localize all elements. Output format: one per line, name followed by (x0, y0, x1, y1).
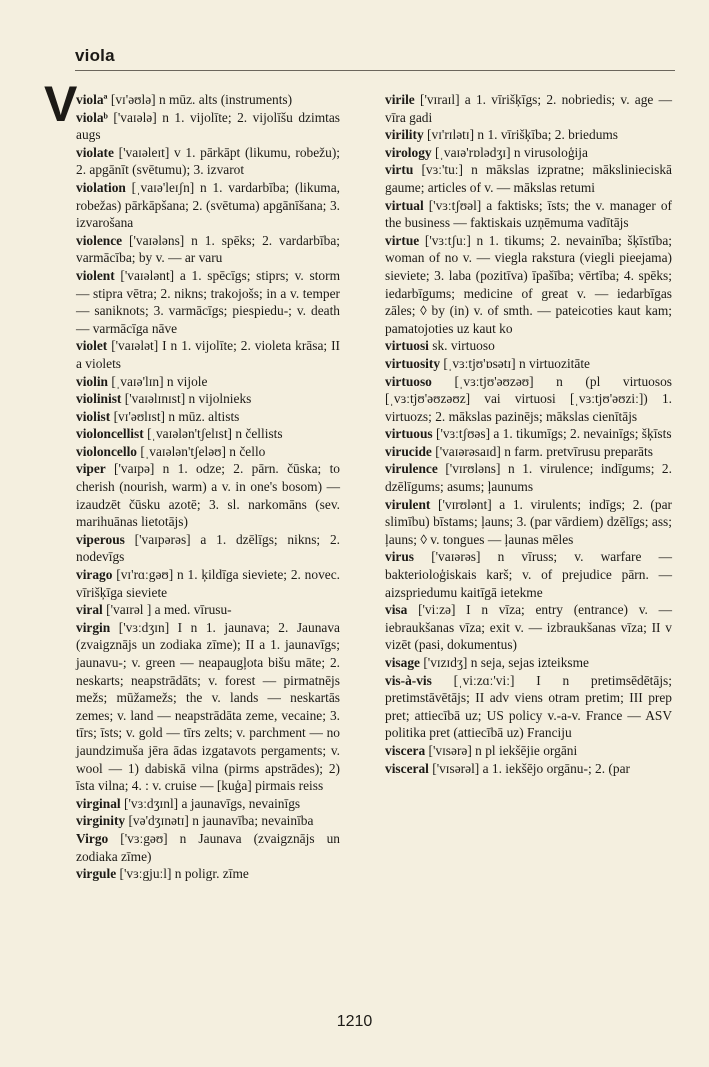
entry-definition: [vɜː'tuː] n mākslas izpratne; mākslinieciskā gaume; articles of v. — mākslas retumi (385, 162, 672, 195)
entry-definition: ['vɜːtʃʊəs] a 1. tikumīgs; 2. nevainīgs; šķīsts (435, 426, 672, 442)
entry-headword: virgule (76, 866, 117, 882)
entry-definition: [və'dʒɪnətɪ] n jaunavība; nevainība (128, 813, 314, 829)
entry-definition: ['vɪsərə] n pl iekšējie orgāni (428, 742, 578, 758)
entry-headword: virtu (385, 162, 414, 178)
dictionary-entry (385, 337, 672, 355)
entry-definition: ['vaɪrəl ] a med. vīrusu- (106, 602, 232, 618)
dictionary-entry (76, 601, 340, 619)
entry-headword: violent (76, 267, 115, 283)
left-column (76, 91, 340, 883)
entry-headword: viscera (385, 742, 426, 758)
entry-headword: violin (76, 373, 108, 389)
entry-definition: ['vɜːtʃʊəl] a faktisks; īsts; the v. manager of the business — faktiskais uzņēmuma vadītājs (385, 197, 672, 231)
dictionary-entry (385, 355, 672, 373)
entry-definition: ['vɪsərəl] a 1. iekšējo orgānu-; 2. (par (432, 760, 630, 776)
dictionary-entry (76, 566, 340, 601)
entry-headword: virtuosity (385, 355, 441, 371)
entry-headword: vis-à-vis (385, 672, 432, 688)
entry-definition: ['vaɪələns] n 1. spēks; 2. vardarbība; varmācība; by v. — ar varu (76, 232, 341, 266)
dictionary-entry (385, 161, 672, 196)
dictionary-entry (385, 197, 672, 232)
entry-definition: [ˌvaɪə'lɪn] n vijole (111, 373, 208, 389)
entry-definition: ['vɪzɪdʒ] n seja, sejas izteiksme (423, 655, 589, 670)
dictionary-entry (76, 408, 340, 426)
dictionary-entry (76, 795, 340, 813)
entry-headword: virginal (76, 795, 121, 811)
dictionary-entry (76, 91, 340, 109)
entry-definition: ['vɜːgjuːl] n poligr. zīme (119, 866, 249, 882)
entry-definition: [ˌvaɪə'leɪʃn] n 1. vardarbība; (likuma, robežas) pārkāpšana; 2. (svētuma) apgānīšana; 3. izvarošana (76, 179, 340, 231)
dictionary-entry (76, 267, 340, 337)
entry-headword: virus (385, 549, 415, 565)
entry-headword: violation (76, 179, 126, 195)
entry-definition: ['vaɪələnt] a 1. spēcīgs; stiprs; v. storm — stipra vētra; 2. nikns; trakojošs; in a v. temper — saniknots; 3. varmācīgs; piespiedu-; v. death — varmācīga nāve (76, 267, 340, 336)
entry-definition: [ˌviːzɑː'viː] I n pretimsēdētājs; pretimstāvētājs; II adv viens otram pretim; III prep pret; attiecībā uz; US policy v.-a-v. France — ASV politika pret (attiecībā uz) Franciju (385, 672, 672, 741)
dictionary-entry (76, 830, 340, 865)
entry-definition: ['vɜːtʃuː] n 1. tikums; 2. nevainība; šķīstība; woman of no v. — viegla rakstura (viegli pieejama) sieviete; 3. laba (pozitīva) īpašība; vērtība; 4. spēks; iedarbīgums; medicine of great v. — iedarbīgas zāles; ◊ by (in) v. of smth. — pateicoties kaut kam; pamatojoties uz kaut ko (385, 232, 672, 336)
entry-headword: violate (76, 144, 114, 160)
entry-headword: visage (385, 655, 420, 670)
entry-headword: virility (385, 127, 424, 143)
dictionary-entry (76, 373, 340, 391)
entry-headword: violaª (76, 92, 108, 107)
dictionary-entry (76, 109, 340, 144)
entry-headword: virtuosi (385, 338, 429, 354)
entry-definition: ['vɪraɪl] a 1. vīrišķīgs; 2. nobriedis; v. age — vīra gadi (385, 92, 672, 125)
dictionary-entry (385, 144, 672, 162)
dictionary-entry (76, 443, 340, 461)
dictionary-entry (76, 179, 340, 232)
dictionary-entry (385, 443, 672, 461)
entry-headword: virtuoso (385, 373, 432, 389)
entry-definition: [ˌvaɪə'rɒlədʒɪ] n virusoloģija (434, 144, 588, 160)
entry-headword: virile (385, 92, 415, 107)
entry-definition: ['vaɪəleɪt] v 1. pārkāpt (likumu, robežu); 2. apgānīt (svētumu); 3. izvarot (76, 144, 340, 178)
dictionary-entry (385, 742, 672, 760)
entry-headword: virucide (385, 443, 432, 459)
dictionary-entry (385, 496, 672, 549)
dictionary-entry (385, 373, 672, 426)
entry-headword: visa (385, 602, 408, 618)
entry-definition: [vɪ'əʊlɪst] n mūz. altists (113, 408, 240, 424)
entry-headword: viperous (76, 531, 125, 547)
dictionary-entry (76, 619, 340, 795)
header-rule (75, 70, 675, 71)
dictionary-entry (76, 460, 340, 530)
dictionary-entry (76, 337, 340, 372)
entry-headword: violinist (76, 391, 122, 407)
entry-definition: [ˌvɜːtjʊ'ɒsətɪ] n virtuozitāte (443, 355, 590, 371)
dictionary-entry (76, 531, 340, 566)
entry-headword: violist (76, 408, 111, 424)
entry-headword: viral (76, 602, 103, 618)
dictionary-entry (385, 126, 672, 144)
entry-headword: violoncello (76, 443, 137, 459)
dictionary-entry (76, 425, 340, 443)
dictionary-entry (385, 232, 672, 338)
dictionary-entry (76, 865, 340, 883)
entry-headword: violence (76, 232, 123, 248)
entry-headword: Virgo (76, 830, 109, 846)
entry-headword: virago (76, 567, 113, 583)
entry-definition: [vɪ'rɑːgəʊ] n 1. ķildīga sieviete; 2. novec. vīrišķīga sieviete (76, 567, 340, 600)
entry-headword: virginity (76, 813, 126, 829)
entry-definition: ['vɪrʊləns] n 1. virulence; indīgums; 2. dzēlīgums; asums; ļaunums (385, 461, 672, 495)
entry-headword: virulent (385, 496, 431, 512)
entry-headword: violoncellist (76, 426, 144, 442)
running-head: viola (75, 46, 115, 65)
entry-headword: violet (76, 338, 108, 354)
entry-definition: [ˌvaɪələn'tʃeləʊ] n čello (140, 443, 266, 459)
dictionary-entry (385, 654, 672, 672)
dictionary-entry (385, 601, 672, 654)
entry-definition: ['vaɪəlɪnɪst] n vijolnieks (124, 391, 252, 407)
entry-definition: ['vaɪələt] I n 1. vijolīte; 2. violeta krāsa; II a violets (76, 338, 340, 371)
entry-definition: ['vɜːdʒɪn] I n 1. jaunava; 2. Jaunava (zvaigznājs un zodiaka zīme); II a 1. jaunavīgs; jaunavu-; v. green — neapaugļota bišu māte; 2. neskarts; neapstrādāts; v. forest — pirmatnējs mežs; mūžamežs; the v. lands — neskartās zemes; v. land — neapstrādāta zeme, vecaine; 3. tīrs; īsts; v. gold — tīrs zelts; v. parchment — no jaundzimuša jēra ādas izgatavots pergaments; v. wool — 1) dabiskā vilna (pirms apstrādes); 2) īsta vilna; 4. : v. cruise — [kuģa] pirmais reiss (76, 619, 340, 794)
entry-definition: ['vaɪələ] n 1. vijolīte; 2. vijolīšu dzimtas augs (76, 109, 340, 143)
dictionary-entry (385, 425, 672, 443)
entry-definition: sk. virtuoso (432, 338, 495, 354)
entry-definition: ['vaɪpə] n 1. odze; 2. pārn. čūska; to cherish (nourish, warm) a v. in one's bosom) — izaudzēt čūsku azotē; 3. sl. narkomāns (sev. marihuānas lietotājs) (76, 461, 340, 530)
entry-definition: [ˌvɜːtjʊ'əʊzəʊ] n (pl virtuosos [ˌvɜːtjʊ'əʊzəʊz] vai virtuosi [ˌvɜːtjʊ'əʊziː]) 1. virtuozs; 2. mākslas pazinējs; mākslas cienītājs (385, 373, 672, 424)
entry-headword: virtuous (385, 426, 433, 442)
dictionary-entry (385, 548, 672, 601)
dictionary-entry (76, 144, 340, 179)
entry-headword: virgin (76, 619, 111, 635)
dictionary-entry (76, 812, 340, 830)
entry-definition: [vɪ'rɪlətɪ] n 1. vīrišķība; 2. briedums (427, 127, 619, 143)
entry-definition: [vɪ'əʊlə] n mūz. alts (instruments) (110, 92, 293, 107)
entry-definition: ['viːzə] I n vīza; entry (entrance) v. — iebraukšanas vīza; exit v. — izbraukšanas vīza; II v vizēt (pasi, dokumentus) (385, 602, 672, 653)
entry-definition: ['vaɪərəsaɪd] n farm. pretvīrusu preparāts (435, 443, 653, 459)
entry-headword: virulence (385, 461, 438, 477)
entry-definition: ['vɜːdʒɪnl] a jaunavīgs, nevainīgs (124, 795, 301, 811)
entry-definition: ['vaɪərəs] n vīruss; v. warfare — bakterioloģiskais karš; v. of prejudice pārn. — aizspriedumu kaitīgā ietekme (385, 549, 672, 600)
entry-headword: virtue (385, 232, 420, 248)
entry-headword: virology (385, 144, 432, 160)
entry-definition: ['vaɪpərəs] a 1. dzēlīgs; nikns; 2. nodevīgs (76, 531, 340, 565)
section-letter: V (44, 76, 78, 132)
dictionary-entry (385, 91, 672, 126)
entry-headword: virtual (385, 197, 424, 213)
right-column (385, 91, 672, 777)
entry-headword: visceral (385, 760, 429, 776)
page-number: 1210 (336, 1013, 373, 1030)
dictionary-entry (385, 760, 672, 778)
dictionary-entry (385, 460, 672, 495)
entry-definition: ['vɜːgəʊ] n Jaunava (zvaigznājs un zodiaka zīme) (76, 830, 340, 864)
dictionary-entry (76, 390, 340, 408)
dictionary-entry (76, 232, 340, 267)
entry-definition: ['vɪrʊlənt] a 1. virulents; indīgs; 2. (par slimību) bīstams; ļauns; 3. (par vārdiem) dzēlīgs; ass; ļauns; ◊ v. tongues — ļaunas mēles (385, 496, 672, 547)
dictionary-entry (385, 672, 672, 742)
entry-definition: [ˌvaɪələn'tʃelɪst] n čellists (147, 426, 283, 442)
entry-headword: viper (76, 461, 106, 477)
entry-headword: violaᵇ (76, 109, 108, 125)
